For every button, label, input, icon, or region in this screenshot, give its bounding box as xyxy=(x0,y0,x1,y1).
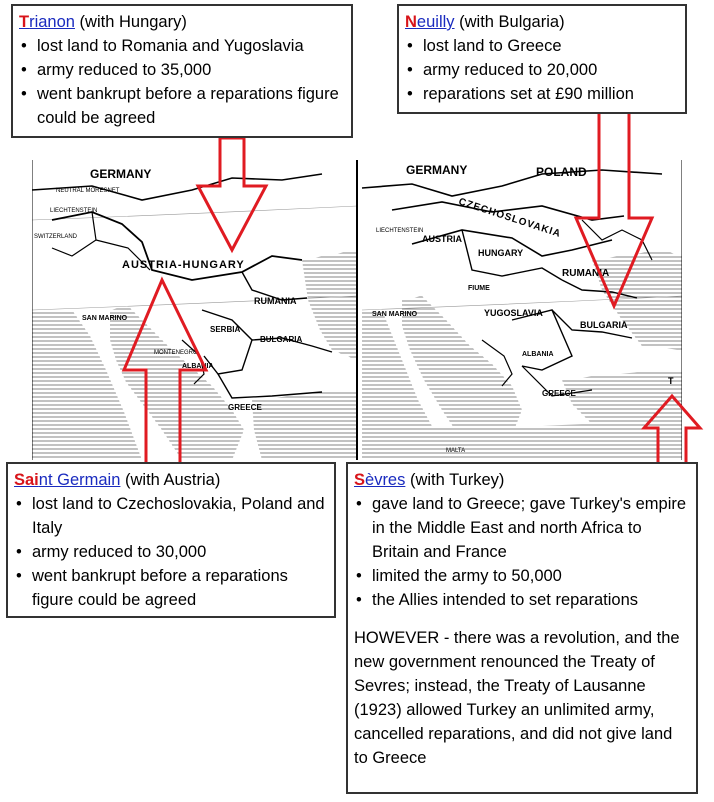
map-label: AUSTRIA xyxy=(422,234,462,244)
list-item: • lost land to Greece xyxy=(405,34,679,58)
map-label: NEUTRAL MORESNET xyxy=(56,188,120,194)
map-label: RUMANIA xyxy=(254,296,297,306)
map-label: SWITZERLAND xyxy=(34,234,78,240)
list-item: • reparations set at £90 million xyxy=(405,82,679,106)
map-label: BULGARIA xyxy=(580,320,628,330)
list-item: • went bankrupt before a reparations figure could be agreed xyxy=(19,82,345,130)
map-label: CZECHOSLOVAKIA xyxy=(457,196,563,240)
list-item: • went bankrupt before a reparations figure could be agreed xyxy=(14,564,328,612)
list-item: • gave land to Greece; gave Turkey's empire in the Middle East and north Africa to Britain and France xyxy=(354,492,690,564)
trianon-box xyxy=(11,4,353,138)
map-label: AUSTRIA-HUNGARY xyxy=(122,259,245,271)
sevres-title: Sèvres (with Turkey) xyxy=(354,471,505,489)
list-item: • army reduced to 35,000 xyxy=(19,58,345,82)
neuilly-list xyxy=(405,34,679,106)
map-label: MONTENEGRO xyxy=(154,350,198,356)
map-label: ALBANIA xyxy=(182,363,214,370)
neuilly-link[interactable]: Neuilly xyxy=(405,13,455,31)
map-label: BULGARIA xyxy=(260,335,303,344)
neuilly-title: Neuilly (with Bulgaria) xyxy=(405,13,565,31)
saint-germain-link[interactable]: Saint Germain xyxy=(14,471,121,489)
map-label: GREECE xyxy=(542,389,576,398)
map-label: RUMANIA xyxy=(562,268,610,279)
trianon-link[interactable]: Trianon xyxy=(19,13,75,31)
sevres-list xyxy=(354,492,690,612)
saint-germain-list xyxy=(14,492,328,612)
list-item: • army reduced to 20,000 xyxy=(405,58,679,82)
arrow-up-saint-germain-icon xyxy=(124,280,206,466)
map-label: MALTA xyxy=(446,448,466,454)
saint-germain-box xyxy=(6,462,336,618)
arrow-down-trianon-icon xyxy=(198,138,266,250)
saint-germain-title: Saint Germain (with Austria) xyxy=(14,471,221,489)
arrow-down-neuilly-icon xyxy=(576,112,652,306)
map-label: T xyxy=(668,376,674,386)
list-item: • lost land to Romania and Yugoslavia xyxy=(19,34,345,58)
list-item: • the Allies intended to set reparations xyxy=(354,588,690,612)
map-label: SAN MARINO xyxy=(372,311,418,318)
trianon-title: Trianon (with Hungary) xyxy=(19,13,187,31)
map-label: LIECHTENSTEIN xyxy=(50,208,98,214)
list-item: • limited the army to 50,000 xyxy=(354,564,690,588)
map-label: GERMANY xyxy=(406,163,468,177)
list-item: • lost land to Czechoslovakia, Poland and Italy xyxy=(14,492,328,540)
neuilly-box xyxy=(397,4,687,114)
map-label: LIECHTENSTEIN xyxy=(376,228,424,234)
map-label: FIUME xyxy=(468,285,490,292)
sevres-link[interactable]: Sèvres xyxy=(354,471,406,489)
trianon-list xyxy=(19,34,345,130)
map-label: GERMANY xyxy=(90,167,152,181)
map-label: POLAND xyxy=(536,165,587,179)
sevres-box xyxy=(346,462,698,794)
map-label: SERBIA xyxy=(210,325,241,334)
sevres-note: HOWEVER - there was a revolution, and the new government renounced the Treaty of Sevres; instead, the Treaty of Lausanne (1923) allowed Turkey an unlimited army, cancelled reparations, and did not give land to Greece xyxy=(354,629,680,767)
map-label: GREECE xyxy=(228,403,262,412)
arrow-up-sevres-icon xyxy=(644,396,700,466)
map-label: HUNGARY xyxy=(478,248,524,258)
map-label: SAN MARINO xyxy=(82,315,128,322)
map-label: ALBANIA xyxy=(522,351,554,358)
map-label: YUGOSLAVIA xyxy=(484,308,543,318)
list-item: • army reduced to 30,000 xyxy=(14,540,328,564)
